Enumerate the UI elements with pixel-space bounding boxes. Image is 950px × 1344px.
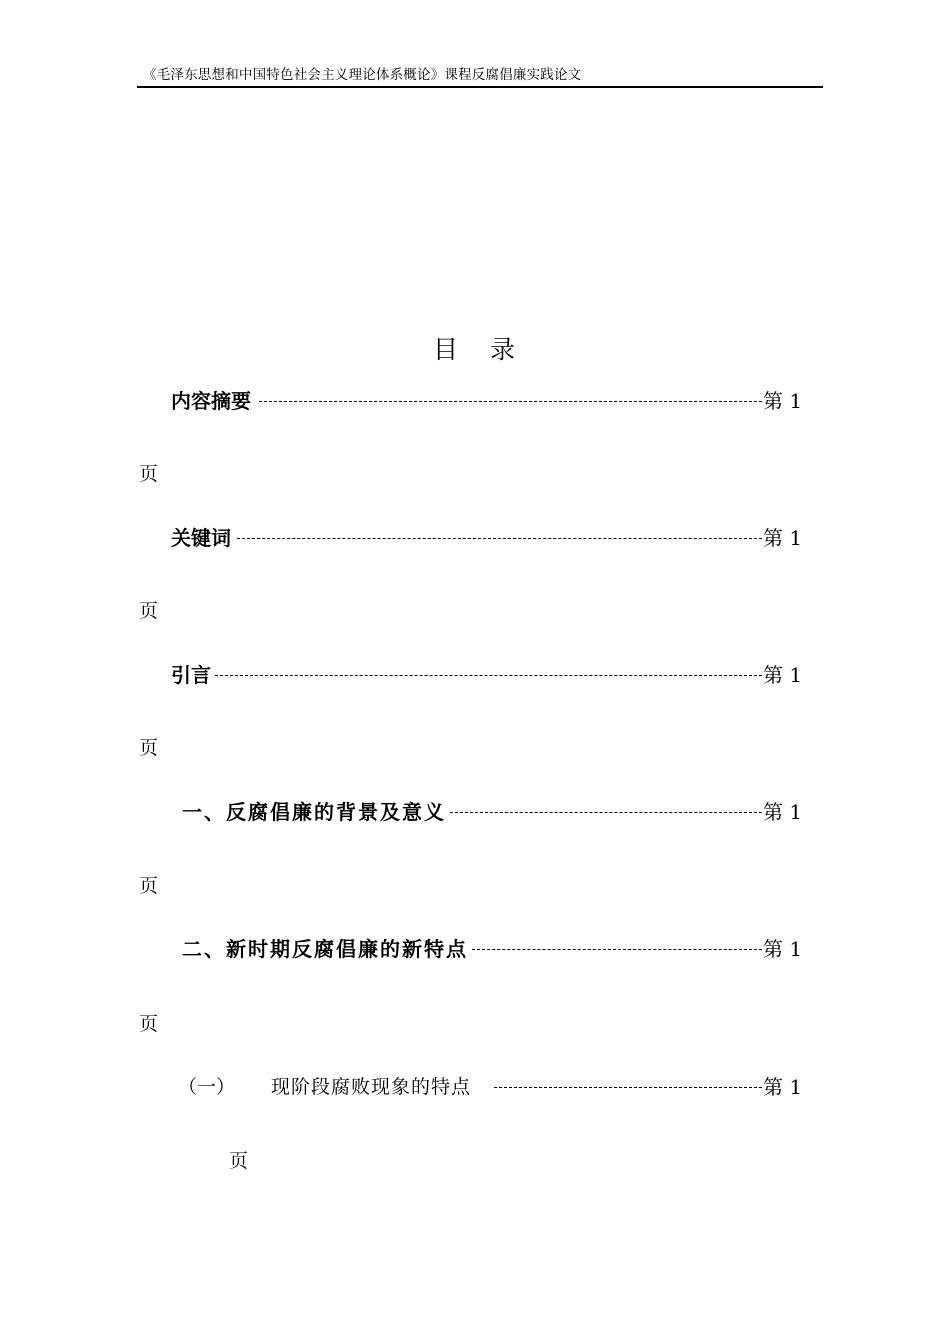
toc-entry-introduction[interactable] (171, 660, 801, 690)
toc-page-ref: 第 1 (763, 800, 803, 824)
toc-entry-label: 二、新时期反腐倡廉的新特点 (182, 937, 468, 961)
toc-page-suffix: 页 (139, 875, 159, 897)
header-title: 《毛泽东思想和中国特色社会主义理论体系概论》课程反腐倡廉实践论文 (143, 67, 582, 83)
toc-entry-label: 一、反腐倡廉的背景及意义 (182, 800, 446, 824)
toc-entry-section-1[interactable] (182, 797, 801, 827)
toc-entry-label: 现阶段腐败现象的特点 (271, 1076, 472, 1098)
toc-entry-abstract[interactable] (171, 386, 801, 416)
toc-title-left: 目 (432, 335, 460, 364)
toc-entry-label: 关键词 (171, 526, 231, 550)
toc-entry-label: 内容摘要 (171, 389, 251, 413)
toc-entry-label: 引言 (171, 663, 211, 687)
toc-page-ref: 第 1 (763, 1075, 803, 1099)
toc-title-right: 录 (490, 335, 518, 364)
toc-title (0, 334, 950, 366)
toc-entry-marker: （一） (178, 1076, 236, 1098)
toc-page-ref: 第 1 (763, 663, 803, 687)
toc-page-suffix: 页 (229, 1150, 249, 1172)
toc-leader-line (259, 401, 762, 402)
toc-leader-line (215, 675, 762, 676)
toc-entry-subsection-1[interactable] (178, 1072, 801, 1102)
toc-page-suffix: 页 (139, 463, 159, 485)
toc-page-ref: 第 1 (763, 937, 803, 961)
toc-page-ref: 第 1 (763, 389, 803, 413)
toc-page-ref: 第 1 (763, 526, 803, 550)
toc-entry-section-2[interactable] (182, 934, 801, 964)
toc-page-suffix: 页 (139, 1013, 159, 1035)
toc-leader-line (494, 1087, 762, 1088)
toc-page-suffix: 页 (139, 600, 159, 622)
toc-page-suffix: 页 (139, 737, 159, 759)
toc-leader-line (450, 812, 762, 813)
toc-leader-line (472, 949, 762, 950)
toc-entry-keywords[interactable] (171, 523, 801, 553)
page-header (137, 66, 823, 88)
toc-leader-line (237, 538, 762, 539)
